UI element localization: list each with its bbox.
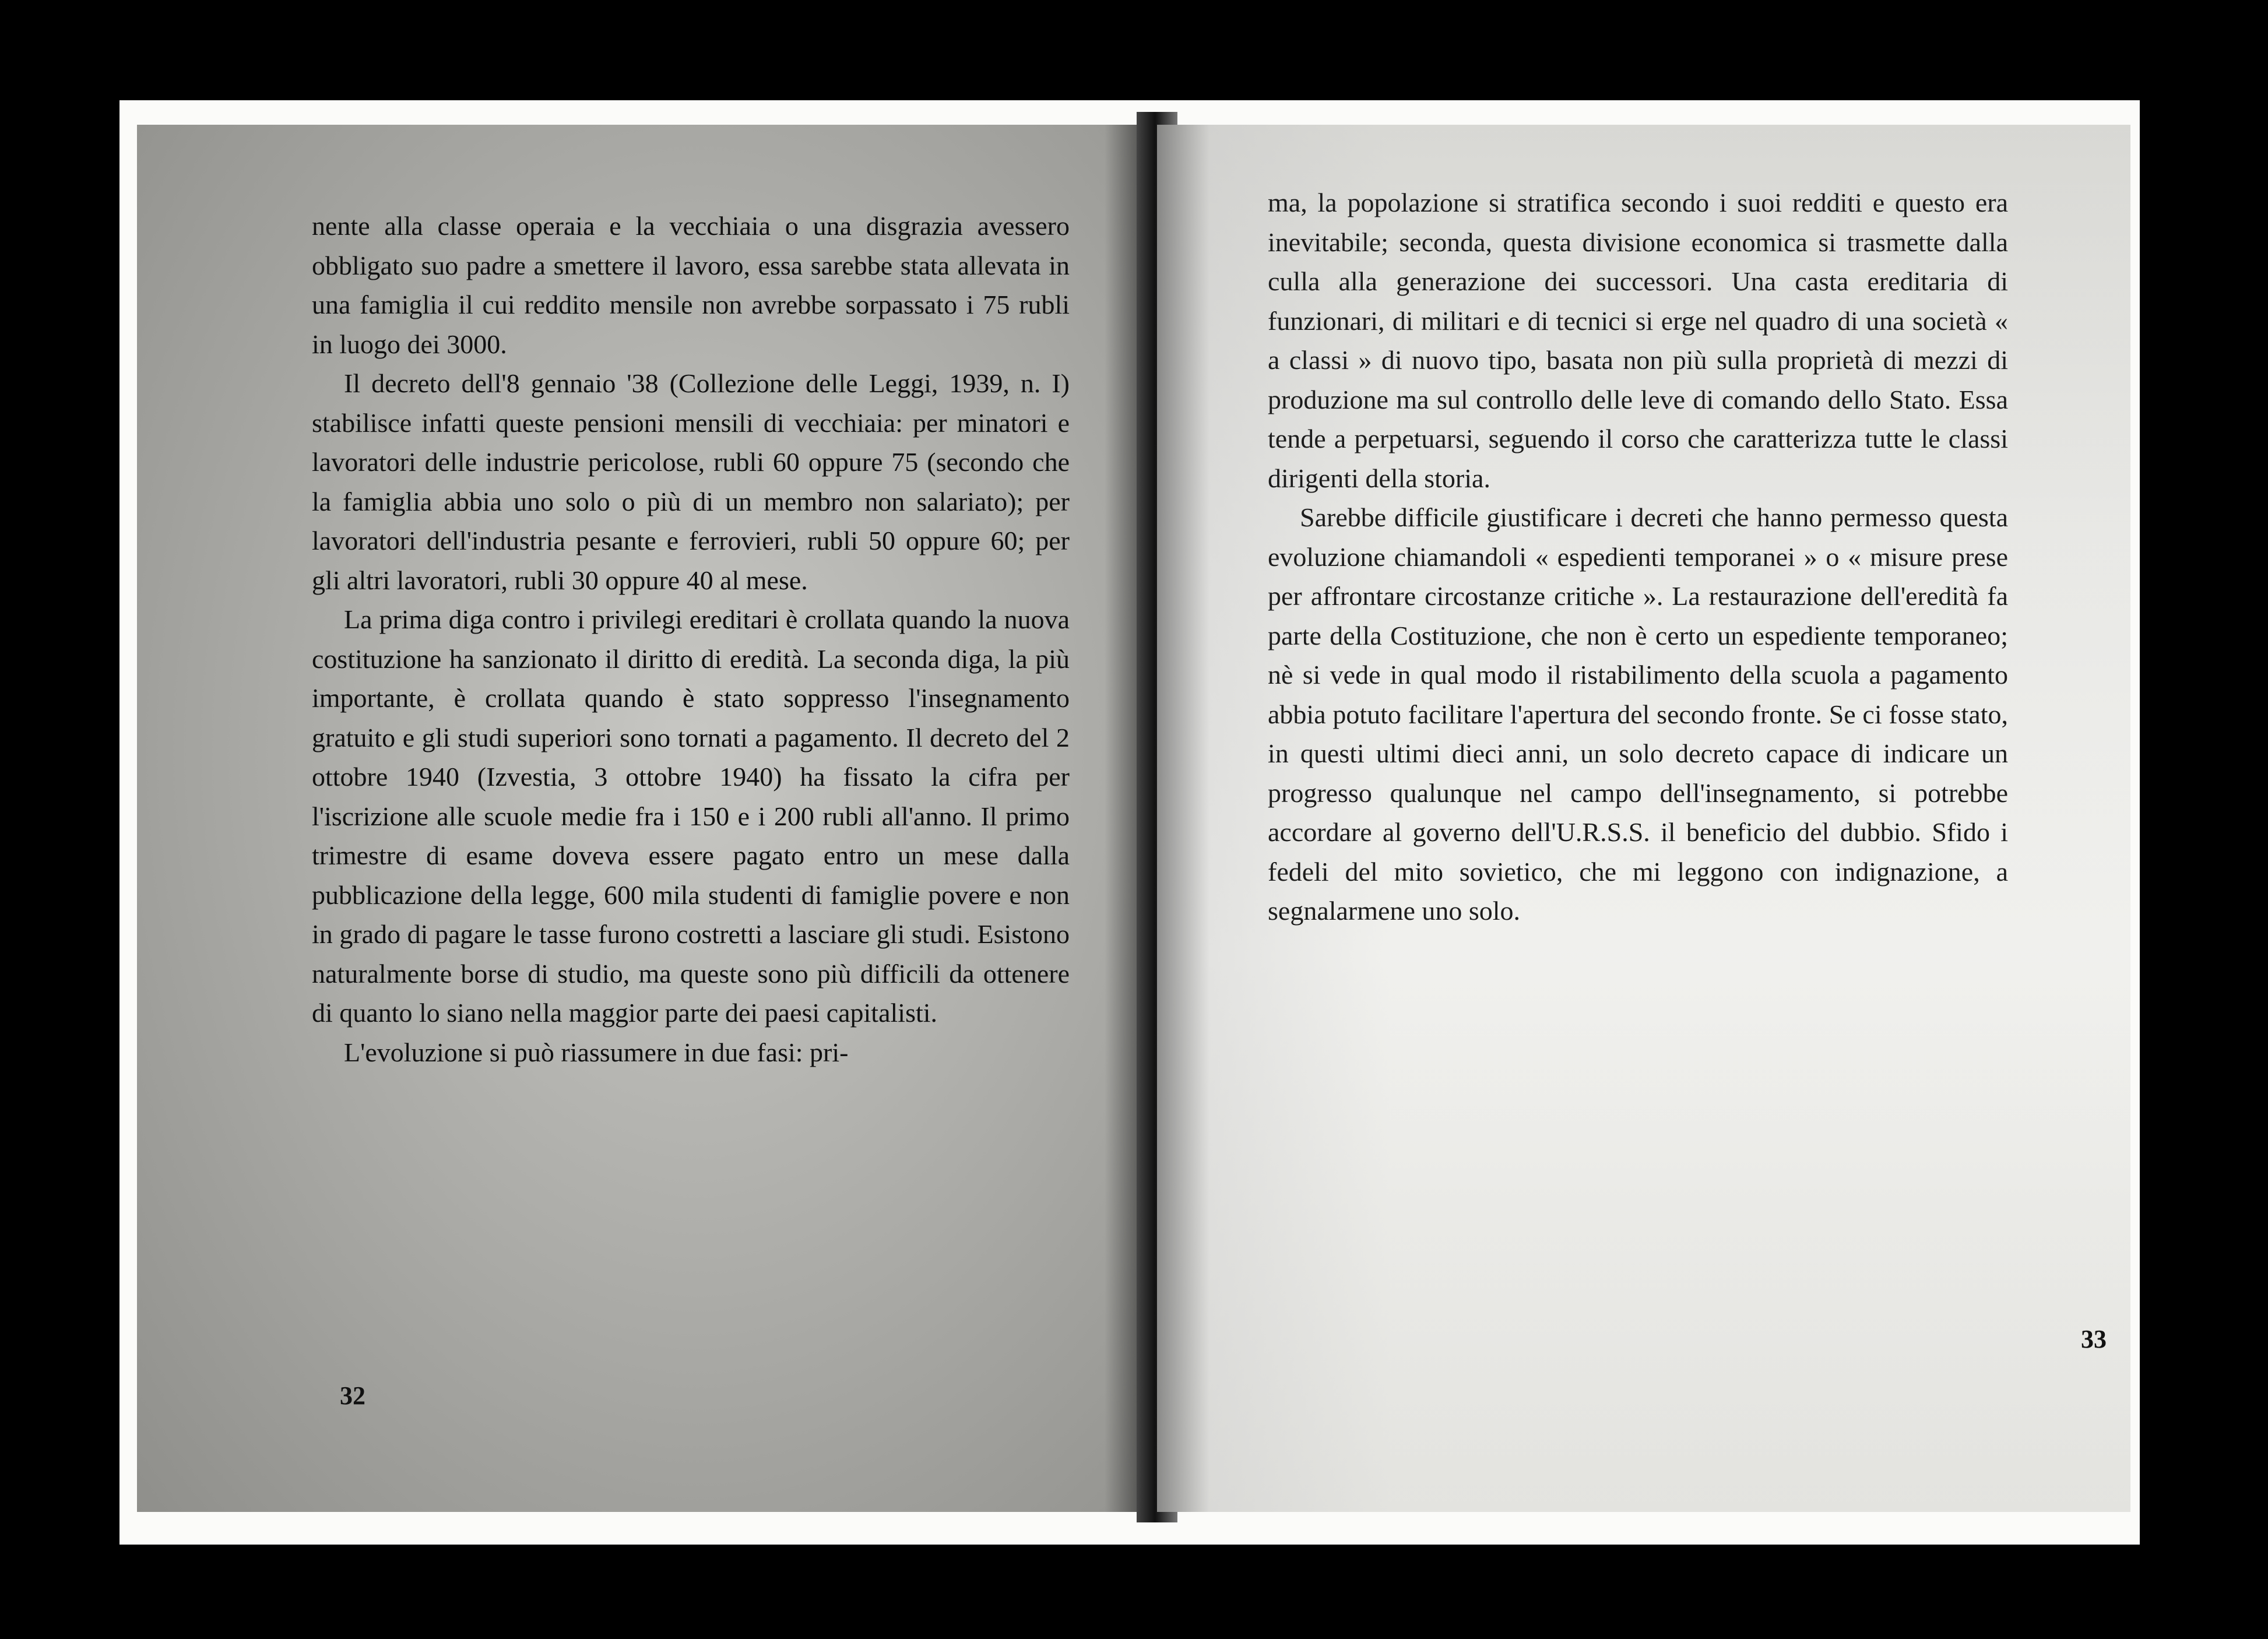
page-number: 32	[340, 1381, 365, 1410]
page-number: 33	[2081, 1325, 2107, 1353]
right-page	[1157, 125, 2130, 1512]
left-page-text	[312, 206, 1070, 1072]
paragraph: nente alla classe operaia e la vecchiaia o una disgrazia avessero obbligato suo padre a smettere il lavoro, essa sarebbe stata allevata in una famiglia il cui reddito mensile non avrebbe sorpassato i 75 rubli in luogo dei 3000.	[312, 211, 1070, 359]
paragraph: La prima diga contro i privilegi ereditari è crollata quando la nuova costituzione ha sanzionato il diritto di eredità. La seconda diga, la più importante, è crollata quando è stato soppresso l'insegnamento gratuito e gli studi superiori sono tornati a pagamento. Il decreto del 2 ottobre 1940 (Izvestia, 3 ottobre 1940) ha fissato la cifra per l'iscrizione alle scuole medie fra i 150 e i 200 rubli all'anno. Il primo trimestre di esame doveva essere pagato entro un mese dalla pubblicazione della legge, 600 mila studenti di famiglie povere e non in grado di pagare le tasse furono costretti a lasciare gli studi. Esistono naturalmente borse di studio, ma queste sono più difficili da ottenere di quanto lo siano nella maggior parte dei paesi capitalisti.	[312, 604, 1070, 1028]
paragraph: Il decreto dell'8 gennaio '38 (Collezione delle Leggi, 1939, n. I) stabilisce infatti queste pensioni mensili di vecchiaia: per minatori e lavoratori delle industrie pericolose, rubli 60 oppure 75 (secondo che la famiglia abbia uno solo o più di un membro non salariato); per lavoratori dell'industria pesante e ferrovieri, rubli 50 oppure 60; per gli altri lavoratori, rubli 30 oppure 40 al mese.	[312, 368, 1070, 595]
paragraph: Sarebbe difficile giustificare i decreti che hanno permesso questa evoluzione chiamandoli « espedienti temporanei » o « misure prese per affrontare circostanze critiche ». La restaurazione dell'eredità fa parte della Costituzione, che non è certo un espediente temporaneo; nè si vede in qual modo il ristabilimento della scuola a pagamento abbia potuto facilitare l'apertura del secondo fronte. Se ci fosse stato, in questi ultimi dieci anni, un solo decreto capace di indicare un progresso qualunque nel campo dell'insegnamento, si potrebbe accordare al governo dell'U.R.S.S. il beneficio del dubbio. Sfido i fedeli del mito sovietico, che mi leggono con indignazione, a segnalarmene uno solo.	[1268, 502, 2008, 926]
scanned-book-spread	[119, 100, 2140, 1545]
right-page-text	[1268, 183, 2008, 931]
left-page	[137, 125, 1157, 1512]
paragraph: ma, la popolazione si stratifica secondo i suoi redditi e questo era inevitabile; seconda, questa divisione economica si trasmette dalla culla alla generazione dei successori. Una casta ereditaria di funzionari, di militari e di tecnici si erge nel quadro di una società « a classi » di nuovo tipo, basata non più sulla proprietà di mezzi di produzione ma sul controllo delle leve di comando dello Stato. Essa tende a perpetuarsi, seguendo il corso che caratterizza tutte le classi dirigenti della storia.	[1268, 188, 2008, 493]
paragraph: L'evoluzione si può riassumere in due fasi: pri-	[344, 1037, 849, 1067]
